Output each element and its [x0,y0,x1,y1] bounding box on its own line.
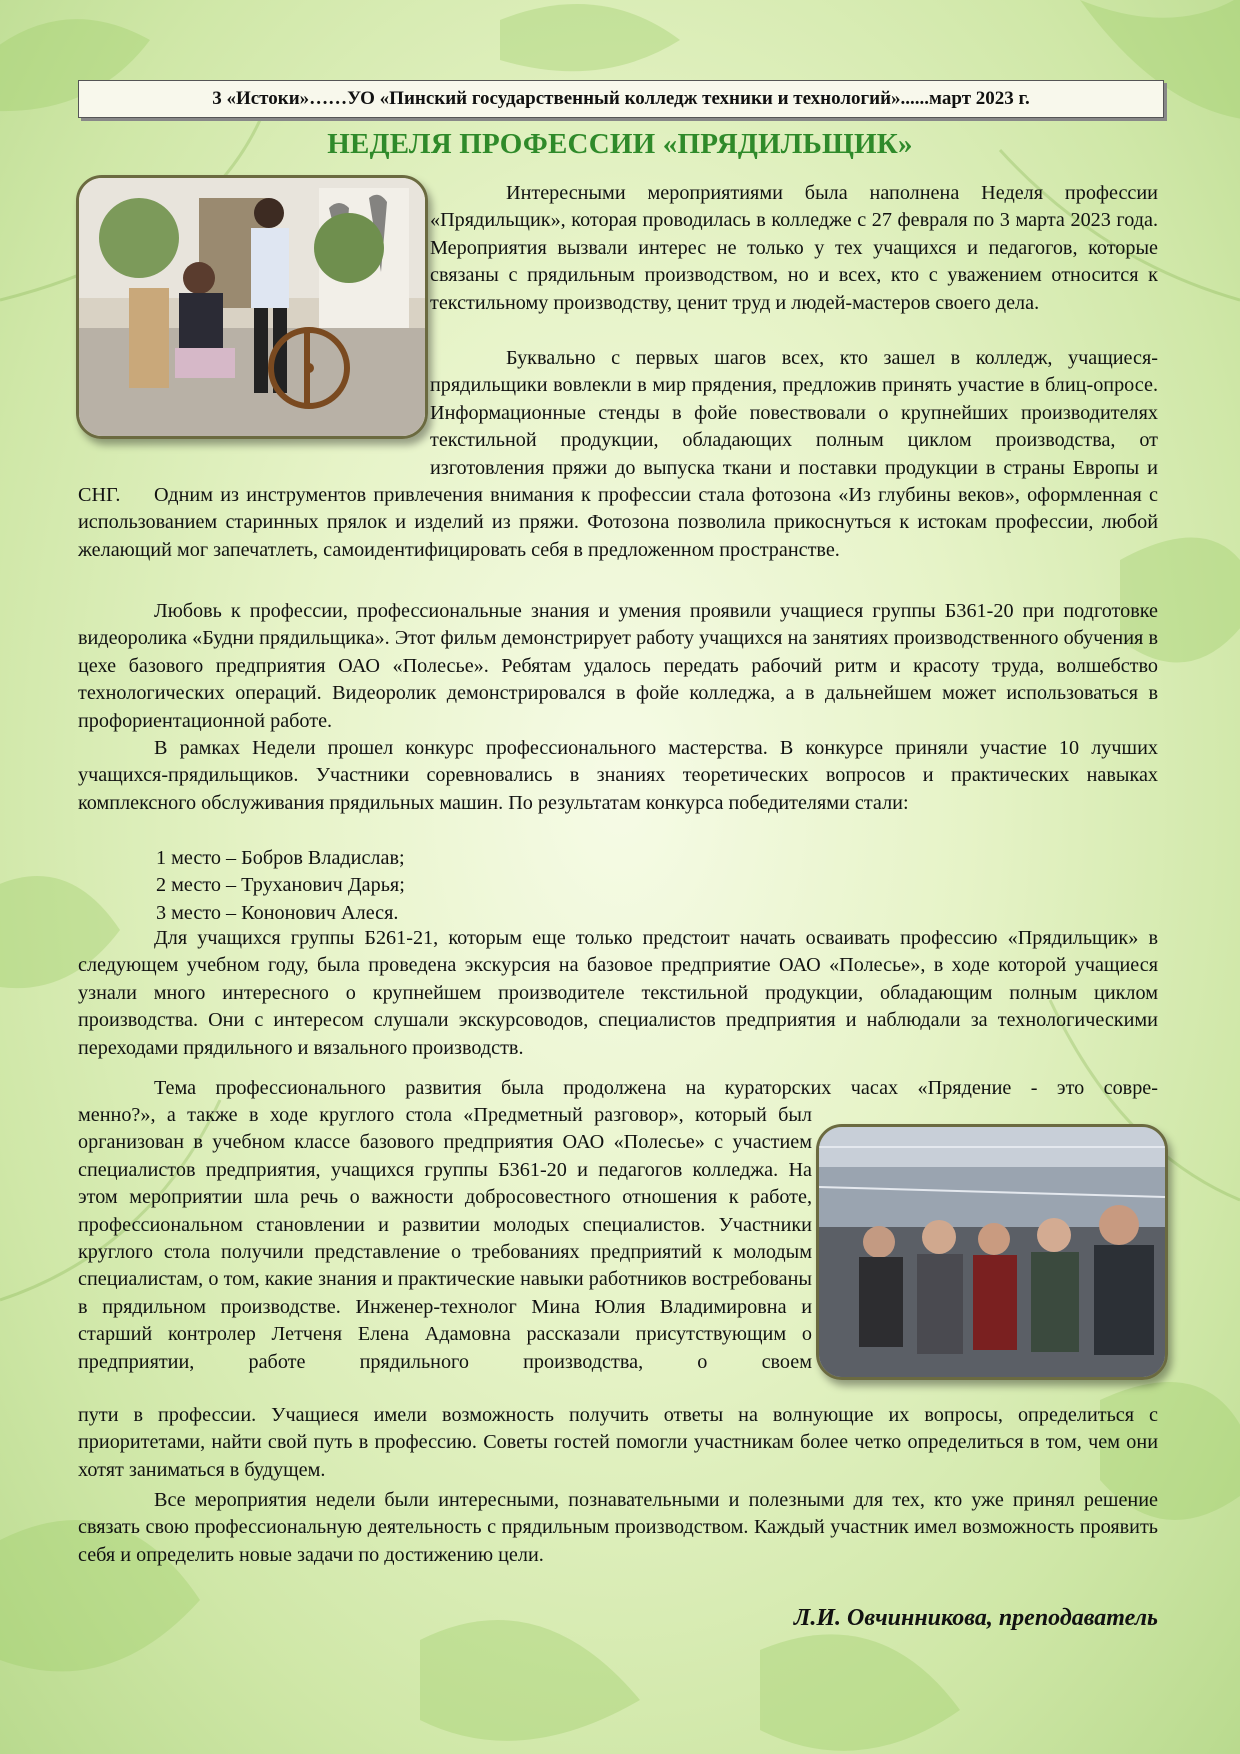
paragraph-photozone: Одним из инструментов привлечения внимания к профессии стала фотозона «Из глубины веков», оформленная с использованием старинных прялок и изделий из пряжи. Фотозона позволила прикоснуться к истокам профессии, любой желающий мог запечатлеть, самоидентифицировать себя в предложенном пространстве. [78,484,1158,561]
paragraph-contest: В рамках Недели прошел конкурс профессионального мастерства. В конкурсе приняли участие 10 лучших учащихся-прядильщиков. Участники соревновались в знаниях теоретических вопросов и практических навыках комплексного обслуживания прядильных машин. По результатам конкурса победителями стали: [78,737,1158,814]
article-title: НЕДЕЛЯ ПРОФЕССИИ «ПРЯДИЛЬЩИК» [327,128,913,160]
author-signature: Л.И. Овчинникова, преподаватель [793,1605,1158,1631]
paragraph-blitz-survey-text: Буквально с первых шагов всех, кто зашел в колледж, учащиеся-прядильщики вовлекли в мир прядения, предложив принять участие в блиц-опросе. Информационные стенды в фойе повествовали о крупнейших производителях текстильной продукции, обладающих полным циклом производства, от изготовления пряжи до выпуска ткани и поставки продукции в страны Европы и СНГ. [78,347,1158,507]
issue-header [78,80,1164,118]
photo-factory-visit [816,1124,1168,1380]
paragraph-round-table: менно?», а также в ходе круглого стола «Предметный разговор», который был организован в учебном классе базового предприятия ОАО «Полесье» с участием специалистов предприятия, учащихся группы Б361-20 и педагогов колледжа. На этом мероприятии шла речь о важности добросовестного отношения к работе, профессиональном становлении и развитии молодых специалистов. Участники круглого стола получили представление о требованиях предприятий к молодым специалистам, о том, какие знания и практические навыки работников востребованы в прядильном производстве. Инженер-технолог Мина Юлия Владимировна и старший контролер Летченя Елена Адамовна рассказали присутствующим о предприятии, работе прядильного производства, о своем [78,1104,812,1373]
paragraph-round-table-end: пути в профессии. Учащиеся имели возможность получить ответы на волнующие их вопросы, определиться с приоритетами, найти свой путь в профессию. Советы гостей помогли участникам более четко определиться в том, чем они хотят заниматься в будущем. [78,1404,1158,1481]
issue-header-text: 3 «Истоки»……УО «Пинский государственный колледж техники и технологий»......март 2023 г. [212,88,1030,109]
winners-list [156,845,656,927]
paragraph-excursion: Для учащихся группы Б261-21, которым еще только предстоит начать осваивать профессию «Прядильщик» в следующем учебном году, была проведена экскурсия на базовое предприятие ОАО «Полесье», в ходе которой учащиеся узнали много интересного о крупнейшем производителе текстильной продукции, обладающим полным циклом производства. Они с интересом слушали экскурсоводов, специалистов предприятия и наблюдали за технологическими переходами прядильного и вязального производств. [78,927,1158,1059]
paragraph-conclusion: Все мероприятия недели были интересными, познавательными и полезными для тех, кто уже принял решение связать свою профессиональную деятельность с прядильным производством. Каждый участник имел возможность проявить себя и определить новые задачи по достижению цели. [78,1489,1158,1566]
list-item: 3 место – Кононович Алеся. [156,901,399,924]
paragraph-intro: Интересными мероприятиями была наполнена Неделя профессии «Прядильщик», которая проводилась в колледже с 27 февраля по 3 марта 2023 года. Мероприятия вызвали интерес не только у тех учащихся и педагогов, которые связаны с прядильным производством, но и всех, кто с уважением относится к текстильному производству, ценит труд и людей-мастеров своего дела. [430,182,1158,314]
list-item: 2 место – Труханович Дарья; [156,874,405,897]
paragraph-round-table-start: Тема профессионального развития была продолжена на кураторских часах «Прядение - это совре- [154,1077,1158,1099]
paragraph-video: Любовь к профессии, профессиональные знания и умения проявили учащиеся группы Б361-20 при подготовке видеоролика «Будни прядильщика». Этот фильм демонстрирует работу учащихся на занятиях производственного обучения в цехе базового предприятия ОАО «Полесье». Ребятам удалось передать рабочий ритм и красоту труда, волшебство технологических операций. Видеоролик демонстрировался в фойе колледжа, а в дальнейшем может использоваться в профориентационной работе. [78,600,1158,732]
list-item: 1 место – Бобров Владислав; [156,847,405,869]
